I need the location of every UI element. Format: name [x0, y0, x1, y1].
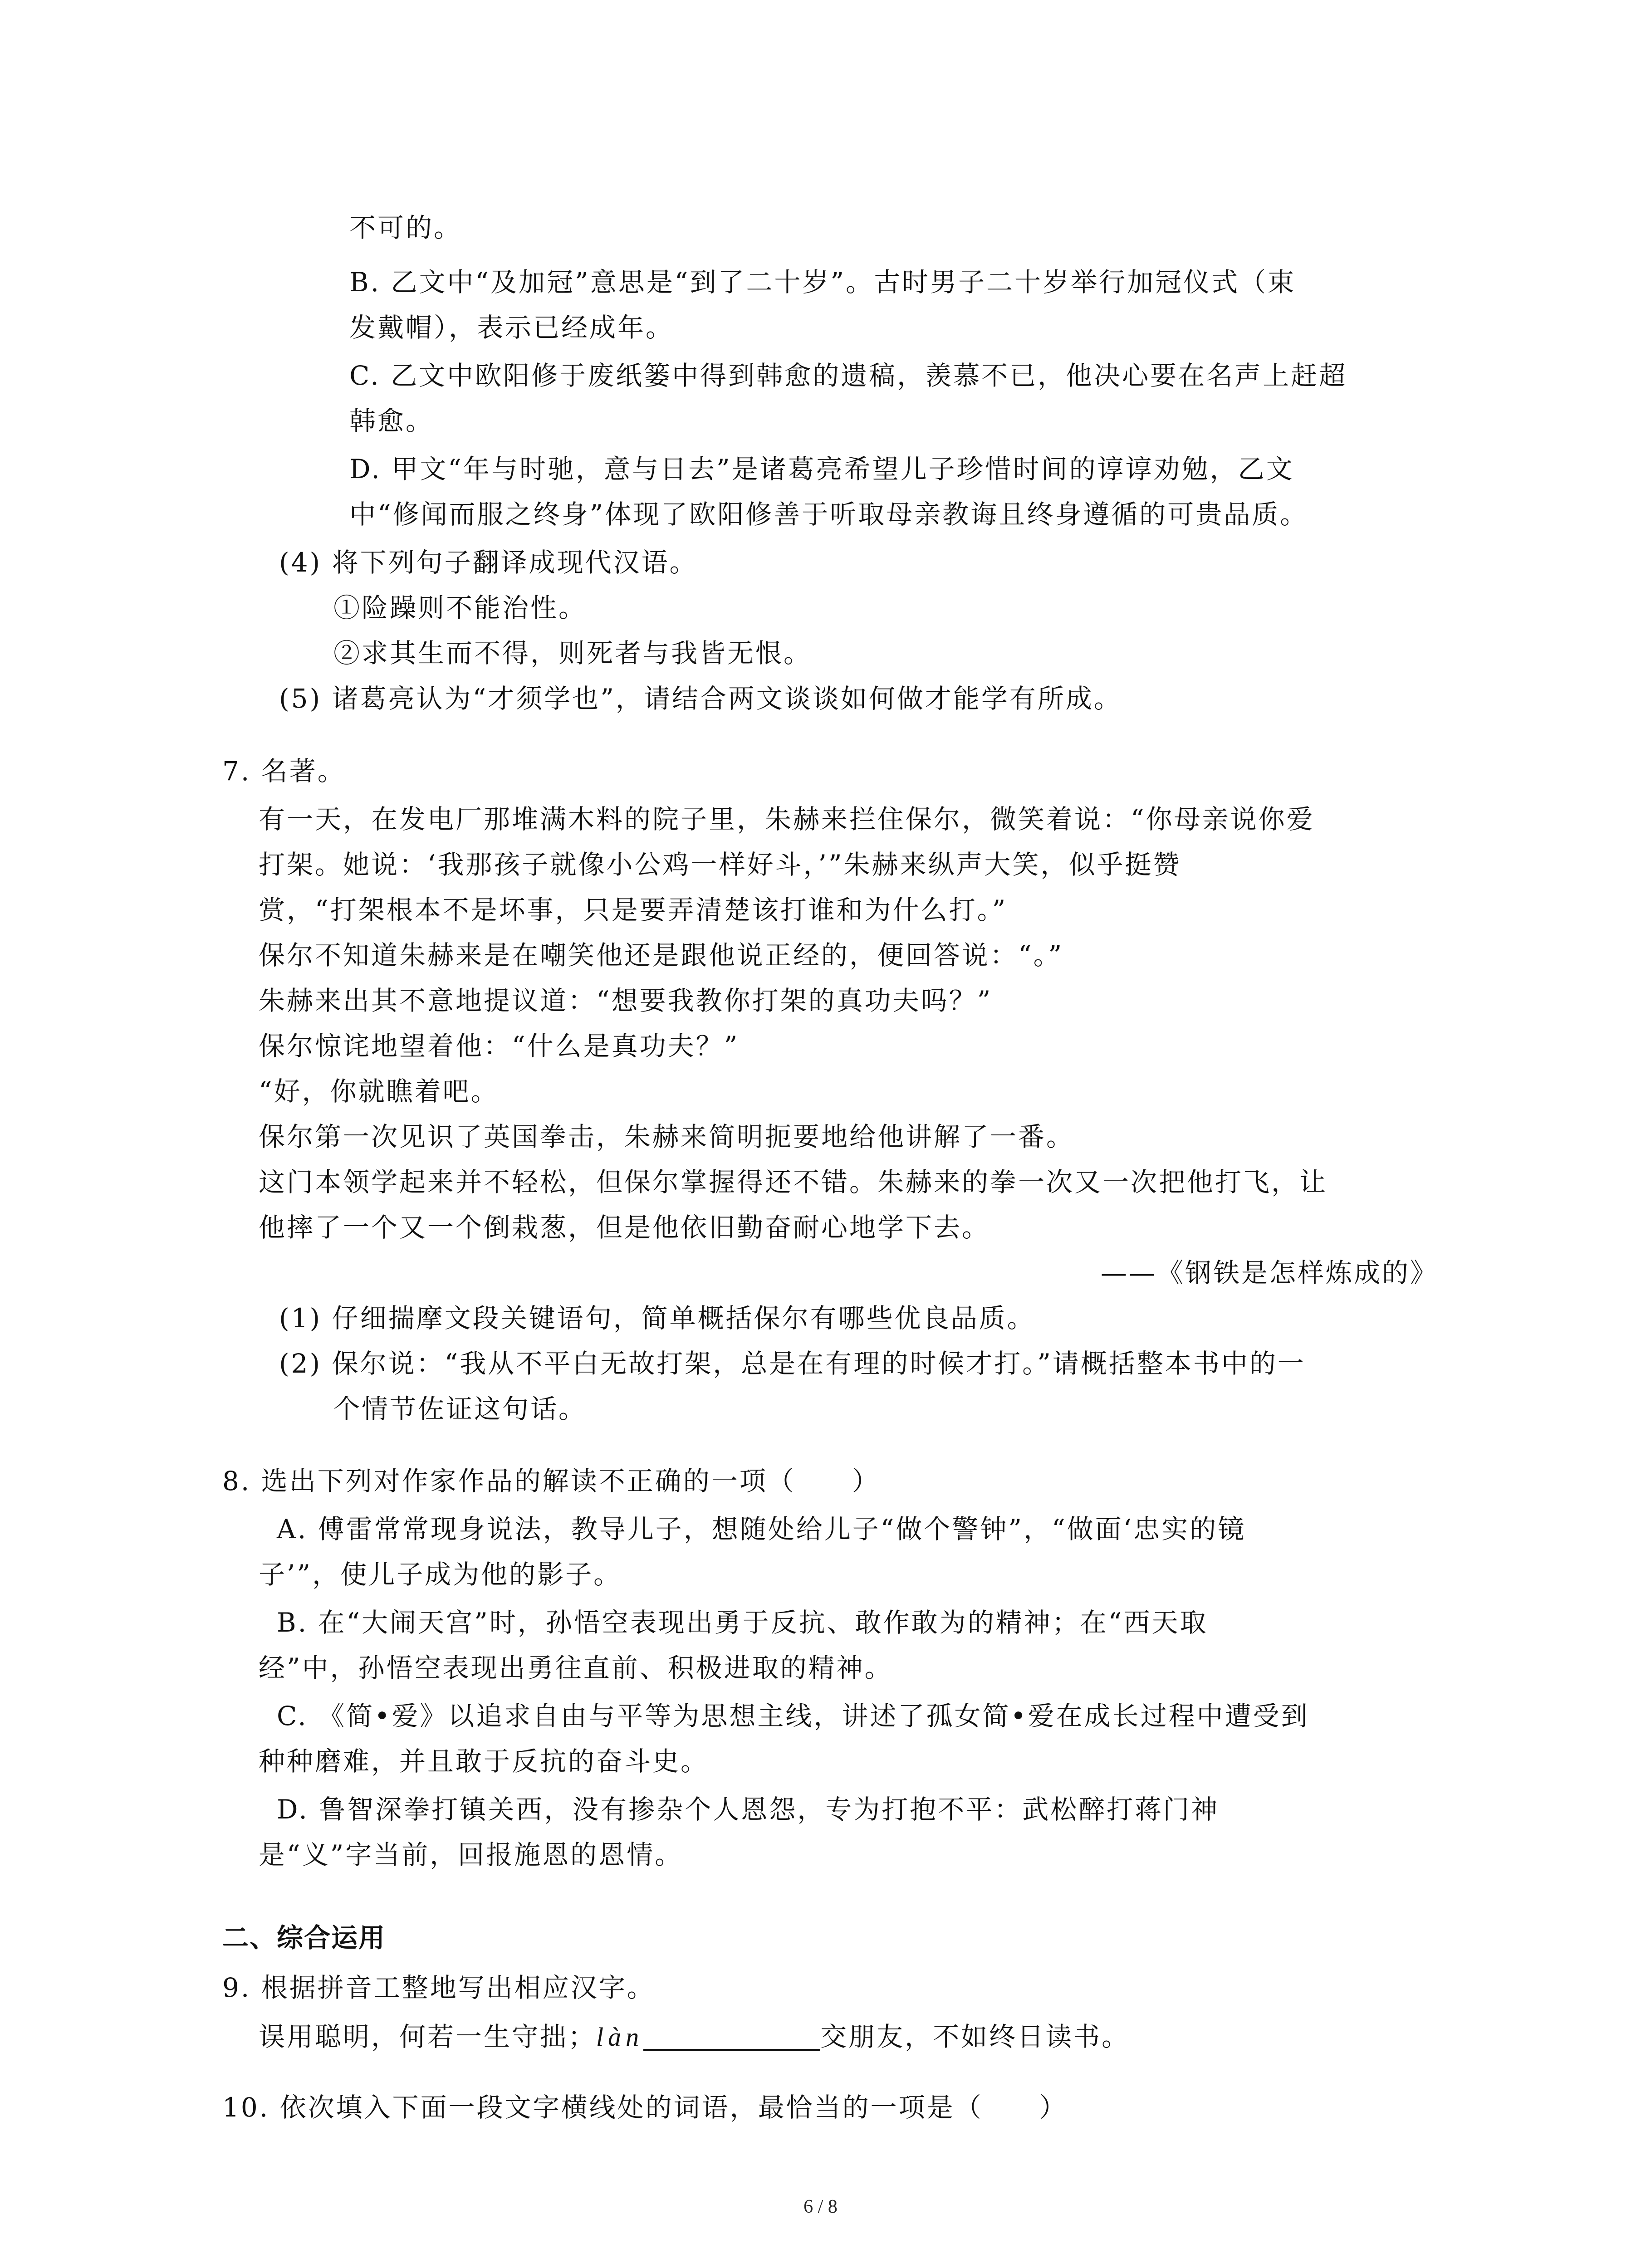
q6-sub4-sentence2: ②求其生而不得，则死者与我皆无恨。	[333, 638, 812, 669]
q6-option-b-line1: B. 乙文中“及加冠”意思是“到了二十岁”。古时男子二十岁举行加冠仪式（束	[349, 267, 1296, 298]
q6-option-b-line2: 发戴帽），表示已经成年。	[349, 312, 674, 343]
q9-answer-blank[interactable]	[643, 2022, 820, 2051]
page-number: 6 / 8	[803, 2196, 838, 2217]
q7-passage-line6: 保尔惊诧地望着他：“什么是真功夫？”	[259, 1031, 740, 1061]
q8-option-c-line1: C. 《简•爱》以追求自由与平等为思想主线，讲述了孤女简•爱在成长过程中遭受到	[277, 1701, 1309, 1731]
q6-option-d-line2: 中“修闻而服之终身”体现了欧阳修善于听取母亲教诲且终身遵循的可贵品质。	[349, 499, 1308, 530]
q7-passage-line4: 保尔不知道朱赫来是在嘲笑他还是跟他说正经的，便回答说：“。”	[259, 940, 1064, 971]
q9-text-before: 误用聪明，何若一生守拙；	[259, 2021, 597, 2052]
q7-passage-line8: 保尔第一次见识了英国拳击，朱赫来简明扼要地给他讲解了一番。	[259, 1121, 1075, 1152]
q7-passage-line2: 打架。她说：‘我那孩子就像小公鸡一样好斗，’”朱赫来纵声大笑，似乎挺赞	[259, 849, 1181, 880]
q8-option-b-line2: 经”中，孙悟空表现出勇往直前、积极进取的精神。	[259, 1652, 893, 1683]
q7-passage-line5: 朱赫来出其不意地提议道：“想要我教你打架的真功夫吗？”	[259, 985, 993, 1016]
q8-option-d-line2: 是“义”字当前，回报施恩的恩情。	[259, 1839, 683, 1870]
q8-title: 8. 选出下列对作家作品的解读不正确的一项（ ）	[222, 1466, 880, 1496]
q7-passage-line7: “好，你就瞧着吧。	[259, 1076, 499, 1107]
q6-option-c-line1: C. 乙文中欧阳修于废纸篓中得到韩愈的遗稿，羡慕不已，他决心要在名声上赶超	[349, 360, 1347, 391]
q9-text-after: 交朋友，不如终日读书。	[820, 2021, 1130, 2052]
q6-sub5-prompt: (5) 诸葛亮认为“才须学也”，请结合两文谈谈如何做才能学有所成。	[279, 683, 1122, 714]
q7-passage-line10: 他摔了一个又一个倒栽葱，但是他依旧勤奋耐心地学下去。	[259, 1212, 990, 1243]
q6-continued-line: 不可的。	[349, 212, 462, 243]
q7-passage-line3: 赏，“打架根本不是坏事，只是要弄清楚该打谁和为什么打。”	[259, 894, 1008, 925]
q10-title: 10. 依次填入下面一段文字横线处的词语，最恰当的一项是（ ）	[222, 2092, 1068, 2123]
q8-option-b-line1: B. 在“大闹天宫”时，孙悟空表现出勇于反抗、敢作敢为的精神；在“西天取	[277, 1607, 1208, 1638]
q8-option-a-line1: A. 傅雷常常现身说法，教导儿子，想随处给儿子“做个警钟”，“做面‘忠实的镜	[277, 1514, 1246, 1545]
q8-option-a-line2: 子’”，使儿子成为他的影子。	[259, 1559, 622, 1590]
q8-option-d-line1: D. 鲁智深拳打镇关西，没有掺杂个人恩怨，专为打抱不平：武松醉打蒋门神	[277, 1794, 1220, 1825]
q7-sub1-prompt: (1) 仔细揣摩文段关键语句，简单概括保尔有哪些优良品质。	[279, 1303, 1035, 1334]
q9-sentence	[259, 2019, 1130, 2055]
q7-passage-line1: 有一天，在发电厂那堆满木料的院子里，朱赫来拦住保尔，微笑着说：“你母亲说你爱	[259, 804, 1315, 835]
q6-option-c-line2: 韩愈。	[349, 406, 434, 436]
q6-option-d-line1: D. 甲文“年与时驰，意与日去”是诸葛亮希望儿子珍惜时间的谆谆劝勉，乙文	[349, 454, 1294, 484]
q6-sub4-sentence1: ①险躁则不能治性。	[333, 592, 587, 623]
q8-option-c-line2: 种种磨难，并且敢于反抗的奋斗史。	[259, 1746, 709, 1777]
q7-passage-line9: 这门本领学起来并不轻松，但保尔掌握得还不错。朱赫来的拳一次又一次把他打飞，让	[259, 1167, 1328, 1198]
q9-pinyin: làn	[596, 2022, 644, 2052]
q9-title: 9. 根据拼音工整地写出相应汉字。	[222, 1972, 655, 2003]
q7-sub2-line1: (2) 保尔说：“我从不平白无故打架，总是在有理的时候才打。”请概括整本书中的一	[279, 1348, 1306, 1379]
q7-title: 7. 名著。	[222, 756, 346, 787]
section-heading: 二、综合运用	[222, 1922, 386, 1953]
q6-sub4-prompt: (4) 将下列句子翻译成现代汉语。	[279, 547, 698, 578]
q7-source-attribution: ——《钢铁是怎样炼成的》	[1100, 1257, 1438, 1288]
q7-sub2-line2: 个情节佐证这句话。	[333, 1393, 587, 1424]
